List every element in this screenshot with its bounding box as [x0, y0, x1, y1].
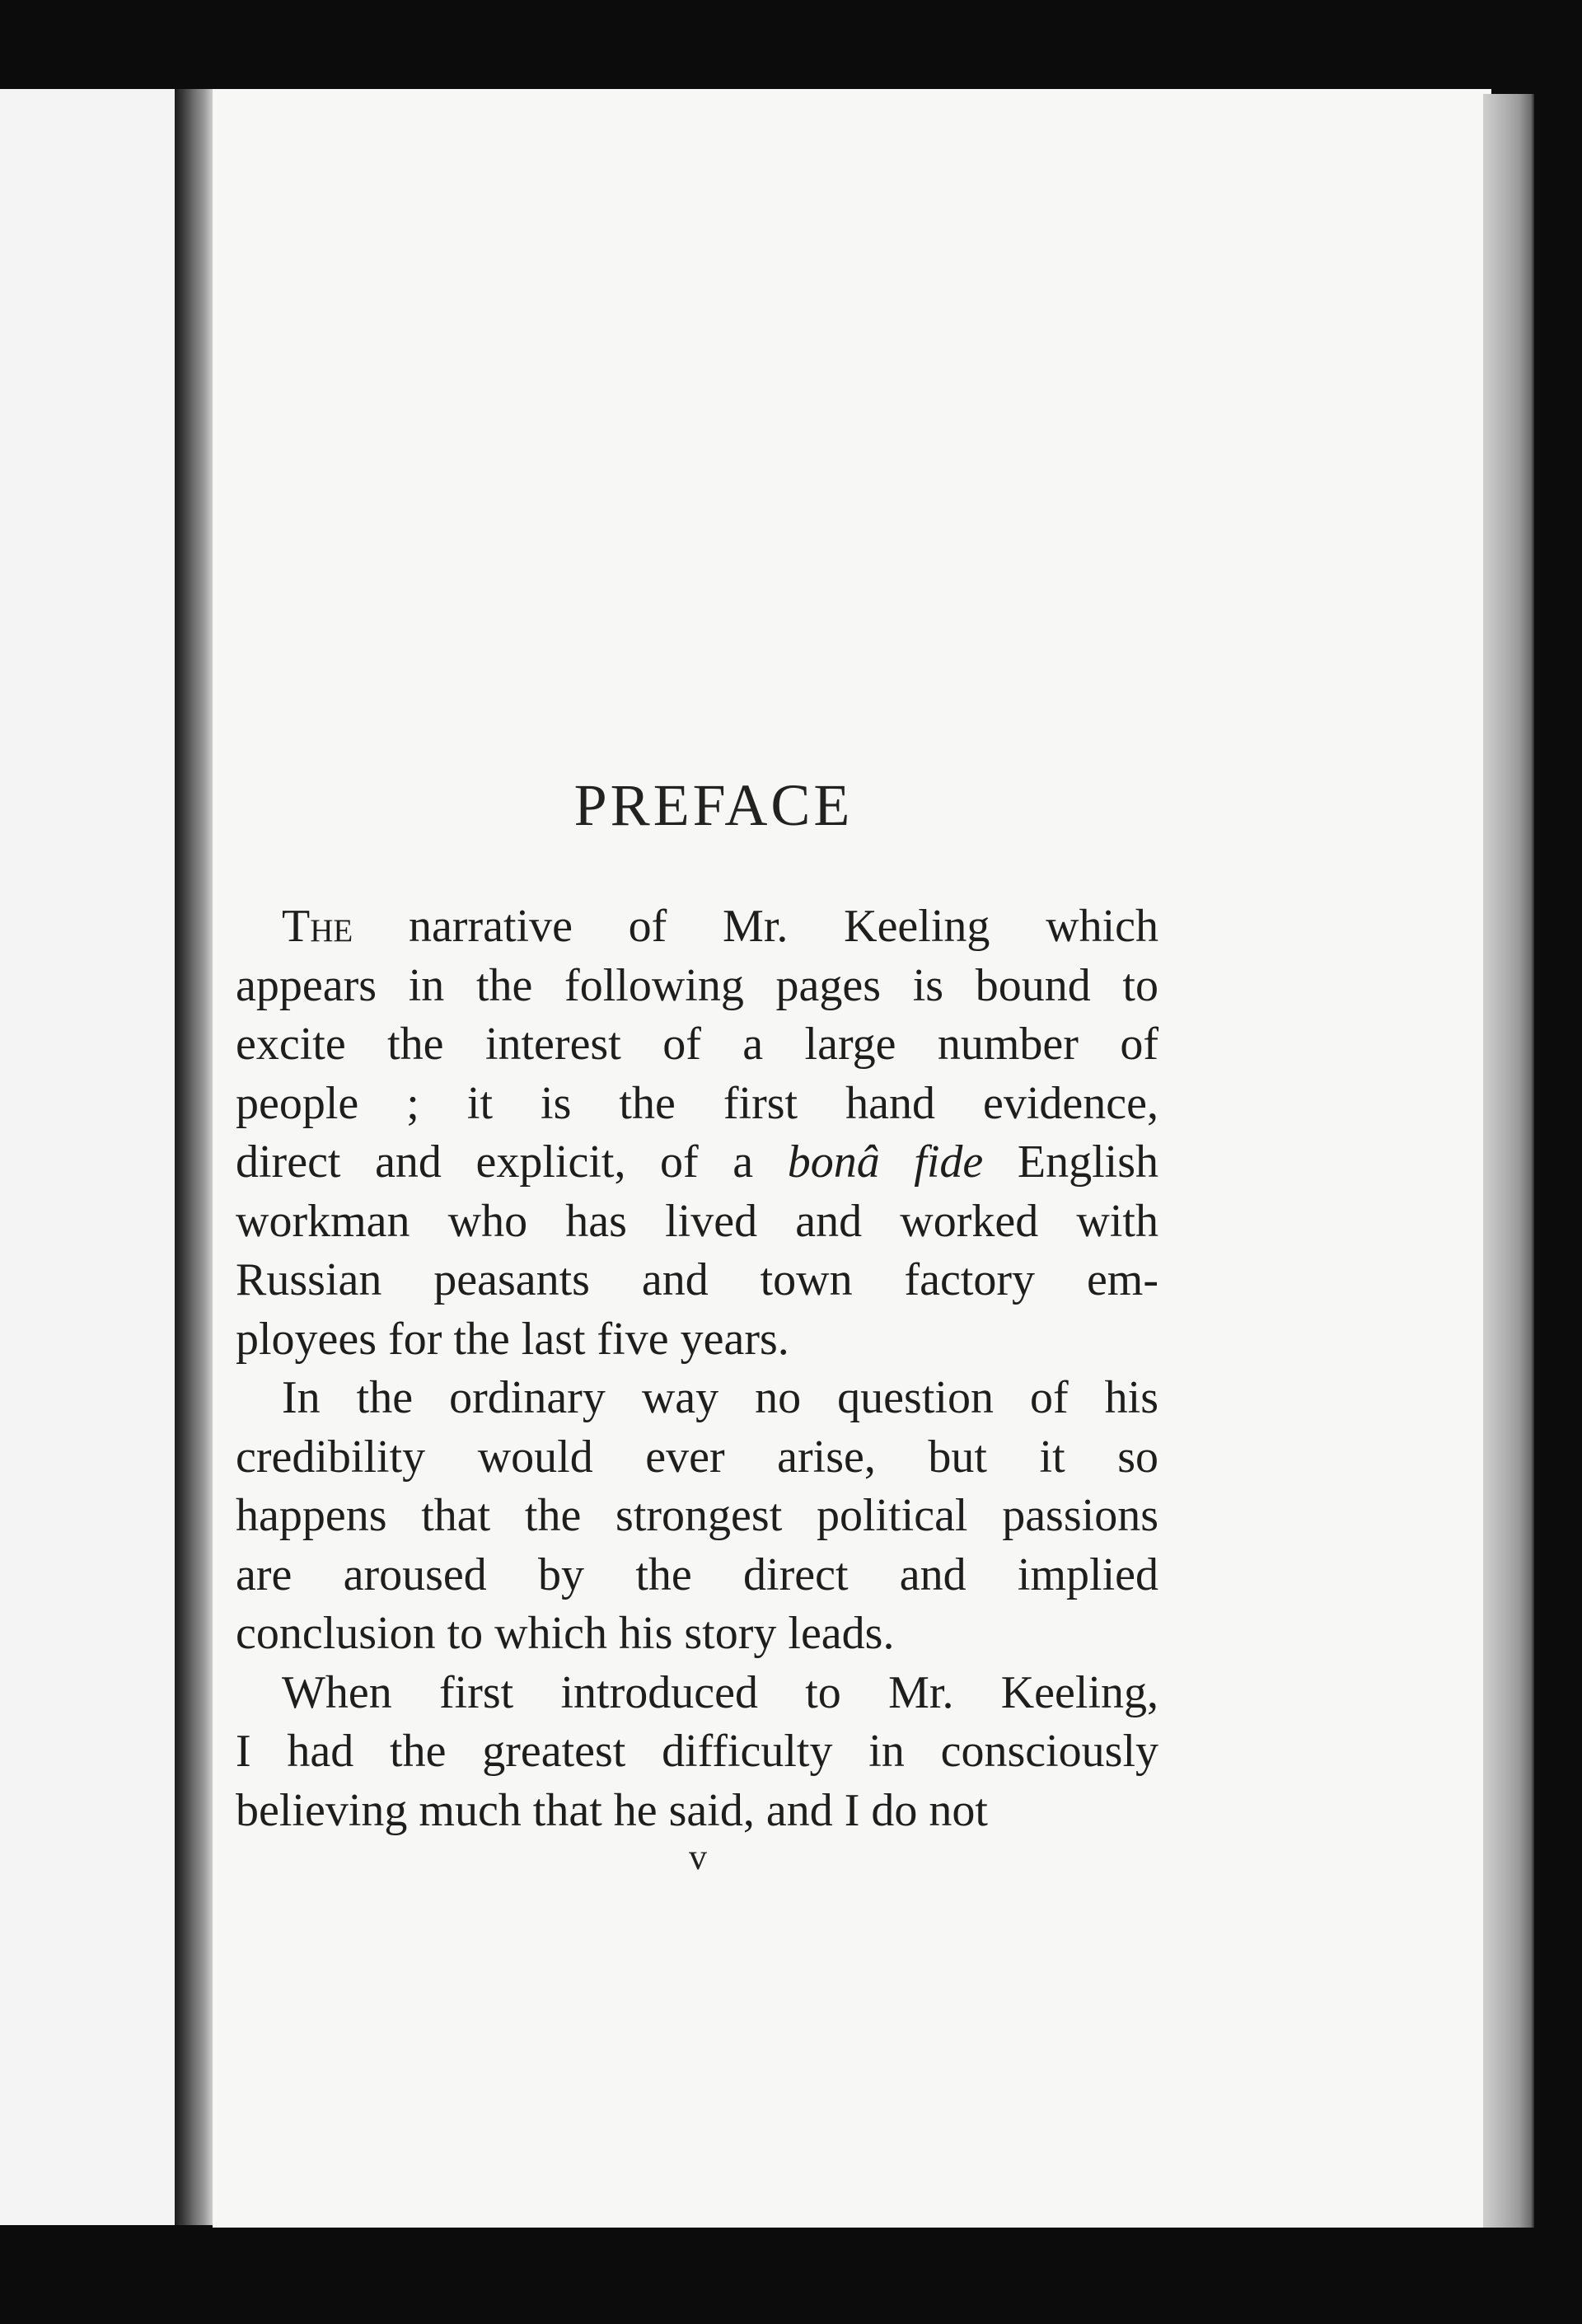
text-line [236, 1782, 1158, 1841]
text-block [236, 771, 1158, 1840]
text-run: English [983, 1136, 1158, 1188]
text-line [236, 1251, 1158, 1310]
text-run: ployees for the last five years. [236, 1313, 789, 1365]
text-run: believing much that he said, and I do not [236, 1784, 988, 1836]
scan-border [0, 2228, 1582, 2324]
text-run: people ; it is the first hand evidence, [236, 1077, 1158, 1129]
text-line [236, 1605, 1158, 1664]
paragraph [236, 1369, 1158, 1664]
page-title: PREFACE [573, 772, 854, 838]
text-run: When first introduced to Mr. Keeling, [282, 1666, 1158, 1718]
text-run: Russian peasants and town factory em- [236, 1254, 1158, 1305]
text-line [236, 1428, 1158, 1488]
text-run: I had the greatest difficulty in consciously [236, 1726, 1158, 1777]
facing-page [0, 89, 181, 2225]
body-text [236, 897, 1158, 1840]
text-line [236, 1192, 1158, 1252]
catchword: v [689, 1837, 707, 1877]
text-line [236, 1546, 1158, 1605]
text-run: happens that the strongest political passions [236, 1490, 1158, 1541]
text-run: conclusion to which his story leads. [236, 1608, 895, 1659]
gutter-shadow [175, 89, 214, 2225]
paragraph [236, 1664, 1158, 1841]
text-run: excite the interest of a large number of [236, 1019, 1158, 1070]
italic-text: bonâ fide [787, 1136, 984, 1188]
text-line [236, 957, 1158, 1016]
smallcaps-text: The [282, 901, 353, 952]
text-run: workman who has lived and worked with [236, 1195, 1158, 1247]
text-run: In the ordinary way no question of his [282, 1372, 1158, 1423]
text-line [236, 1664, 1158, 1723]
text-run: are aroused by the direct and implied [236, 1549, 1158, 1600]
text-line [236, 897, 1158, 957]
text-line [236, 1015, 1158, 1075]
text-line [236, 1075, 1158, 1134]
text-line [236, 1133, 1158, 1192]
text-line [236, 1310, 1158, 1370]
text-run: credibility would ever arise, but it so [236, 1431, 1158, 1483]
text-run: direct and explicit, of a [236, 1136, 788, 1188]
text-run: appears in the following pages is bound to [236, 959, 1158, 1011]
text-line [236, 1722, 1158, 1782]
text-line [236, 1487, 1158, 1546]
paragraph [236, 897, 1158, 1369]
text-run: narrative of Mr. Keeling which [353, 901, 1158, 952]
page-edge [1483, 94, 1534, 2228]
text-line [236, 1369, 1158, 1428]
